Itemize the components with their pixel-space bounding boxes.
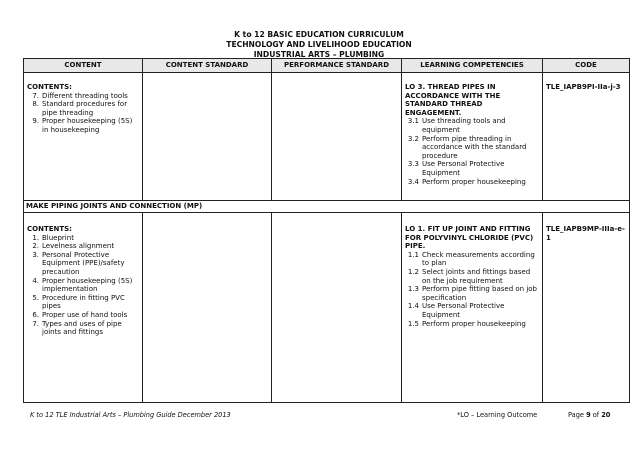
list-item	[405, 135, 538, 161]
item-text: Personal Protective Equipment (PPE)/safety precaution	[42, 250, 125, 276]
item-number: 1.3	[407, 285, 419, 294]
list-item	[27, 100, 139, 117]
item-text: Proper housekeeping (5S) in housekeeping	[42, 117, 133, 134]
item-number: 8.	[32, 100, 39, 109]
column-header-content: CONTENT	[24, 59, 142, 72]
item-text: Perform pipe threading in accordance with the standard procedure	[422, 134, 527, 160]
column-header-code: CODE	[543, 59, 629, 72]
column-header-performance-standard: PERFORMANCE STANDARD	[272, 59, 401, 72]
item-text: Perform proper housekeeping	[422, 177, 526, 186]
list-item	[27, 311, 139, 320]
column-divider	[271, 212, 272, 402]
page-number: 9	[586, 411, 591, 419]
item-text: Proper use of hand tools	[42, 310, 128, 319]
item-text: Different threading tools	[42, 91, 128, 100]
item-number: 5.	[32, 293, 39, 302]
contents-list	[27, 234, 139, 337]
list-item	[405, 268, 539, 285]
item-number: 3.2	[407, 134, 419, 143]
list-item	[27, 234, 139, 243]
list-item	[405, 117, 538, 134]
item-text: Procedure in fitting PVC pipes	[42, 293, 125, 311]
list-item	[405, 285, 539, 302]
curriculum-table	[23, 58, 630, 403]
learning-outcome-title: LO 1. FIT UP JOINT AND FITTING FOR POLYVINYL CHLORIDE (PVC) PIPE.	[405, 225, 534, 251]
item-number: 1.	[32, 233, 39, 242]
footer-legend: *LO – Learning Outcome	[457, 411, 538, 419]
list-item	[27, 277, 139, 294]
item-text: Blueprint	[42, 233, 74, 242]
competencies-list	[405, 117, 538, 186]
content-cell	[27, 225, 139, 337]
item-text: Use Personal Protective Equipment	[422, 160, 505, 177]
column-header-learning-competencies: LEARNING COMPETENCIES	[402, 59, 542, 72]
page-prefix: Page	[568, 411, 587, 419]
list-item	[27, 117, 139, 134]
list-item	[27, 92, 139, 101]
list-item	[405, 302, 539, 319]
learning-outcome-title: LO 3. THREAD PIPES IN ACCORDANCE WITH THE STANDARD THREAD ENGAGEMENT.	[405, 83, 501, 117]
curriculum-strand: INDUSTRIAL ARTS – PLUMBING	[253, 50, 385, 59]
column-divider	[271, 59, 272, 200]
section-title: MAKE PIPING JOINTS AND CONNECTION (MP)	[26, 202, 203, 210]
item-text: Use threading tools and equipment	[422, 117, 506, 134]
curriculum-title: K to 12 BASIC EDUCATION CURRICULUM	[234, 30, 404, 39]
item-number: 3.4	[407, 177, 419, 186]
curriculum-subtitle: TECHNOLOGY AND LIVELIHOOD EDUCATION	[226, 40, 412, 49]
item-number: 7.	[32, 319, 39, 328]
item-text: Proper housekeeping (5S) implementation	[42, 276, 133, 294]
column-divider	[542, 212, 543, 402]
column-header-content-standard: CONTENT STANDARD	[143, 59, 271, 72]
item-text: Check measurements according to plan	[422, 250, 535, 268]
item-text: Use Personal Protective Equipment	[422, 302, 505, 319]
column-divider	[142, 59, 143, 200]
list-item	[405, 320, 539, 329]
item-number: 3.	[32, 250, 39, 259]
item-number: 7.	[32, 91, 39, 100]
competency-code: TLE_IAPB9MP-IIIa-e-1	[546, 225, 625, 242]
column-divider	[542, 59, 543, 200]
item-number: 6.	[32, 310, 39, 319]
column-divider	[142, 212, 143, 402]
competencies-list	[405, 251, 539, 328]
item-text: Types and uses of pipe joints and fittings	[42, 319, 122, 337]
item-text: Standard procedures for pipe threading	[42, 100, 128, 117]
page-total: 20	[601, 411, 611, 419]
item-number: 1.4	[407, 302, 419, 311]
list-item	[27, 320, 139, 337]
list-item	[27, 294, 139, 311]
list-item	[405, 160, 538, 177]
item-number: 2.	[32, 242, 39, 251]
item-text: Levelness alignment	[42, 242, 115, 251]
column-divider	[401, 59, 402, 200]
item-number: 9.	[32, 117, 39, 126]
footer-guide-title: K to 12 TLE Industrial Arts – Plumbing Guide December 2013	[30, 411, 231, 419]
competencies-cell	[405, 83, 538, 186]
contents-label: CONTENTS:	[27, 83, 72, 91]
item-number: 1.5	[407, 319, 419, 328]
list-item	[27, 242, 139, 251]
content-cell	[27, 83, 139, 135]
item-number: 1.1	[407, 250, 419, 259]
column-divider	[401, 212, 402, 402]
list-item	[405, 178, 538, 187]
list-item	[405, 251, 539, 268]
competency-code: TLE_IAPB9PI-IIa-j-3	[546, 83, 621, 91]
item-text: Perform pipe fitting based on job specification	[422, 285, 537, 302]
item-text: Perform proper housekeeping	[422, 319, 526, 328]
item-number: 1.2	[407, 267, 419, 276]
page-indicator	[568, 411, 610, 420]
header-divider	[24, 72, 629, 73]
item-text: Select joints and fittings based on the job requirement	[422, 267, 531, 285]
item-number: 3.3	[407, 160, 419, 169]
page-of: of	[590, 411, 602, 419]
list-item	[27, 251, 139, 277]
section-divider	[24, 212, 629, 213]
item-number: 3.1	[407, 117, 419, 126]
contents-label: CONTENTS:	[27, 225, 72, 233]
competencies-cell	[405, 225, 539, 328]
contents-list	[27, 92, 139, 135]
item-number: 4.	[32, 276, 39, 285]
